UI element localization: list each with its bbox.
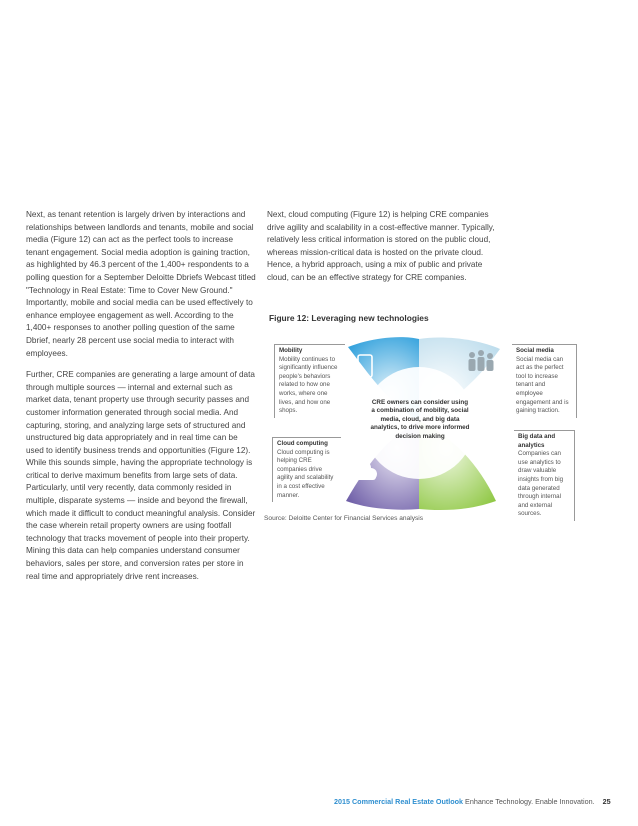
big-data-box (514, 430, 575, 521)
big-data-title: Big data and analytics (518, 433, 556, 449)
social-media-title: Social media (516, 347, 554, 354)
technology-figure (268, 333, 570, 518)
mobility-title: Mobility (279, 347, 303, 354)
cloud-computing-title: Cloud computing (277, 440, 328, 447)
cloud-computing-box (272, 437, 341, 502)
figure-title: Figure 12: Leveraging new technologies (269, 313, 429, 323)
mobility-box (274, 344, 345, 418)
people-icon (469, 350, 494, 371)
social-media-box (512, 344, 577, 418)
footer-subtitle: Enhance Technology. Enable Innovation. (465, 797, 595, 806)
left-paragraph-2: Further, CRE companies are generating a large amount of data through multiple sources — internal and external such as market data, tenant property use through security passes and customer information generated through social media. And capturing, storing, and analyzing large sets of structured and unstructured big data appropriately and in real time can be used to identify business trends and opportunities (Figure 12). While this sounds simple, having the appropriate technology is critical to derive maximum benefits from large sets of data. Particularly, until very recently, data commonly resided in multiple, disparate systems — inside and beyond the firewall, which made it difficult to conduct meaningful analysis. Consider the case wherein retail property owners are using footfall technology that tracks movement of people into their property. Mining this data can help companies understand consumer behaviors, sales per store, and conversion rates per store in real time and appropriately drive rent increases. (26, 370, 256, 581)
right-text-column (267, 209, 499, 294)
left-paragraph-1: Next, as tenant retention is largely driven by interactions and relationships between landlords and tenants, mobile and social media (Figure 12) can act as the perfect tools to increase tenant engagement. Social media adoption is gaining traction, as highlighted by 46.3 percent of the 1,400+ respondents to a polling question for a September Deloitte Dbriefs Webcast titled "Technology in Real Estate: Time to Cover New Ground." Importantly, mobile and social media can be used effectively to enhance employee engagement as well. According to the 1,400+ responses to another polling question of the same Dbrief, nearly 28 percent use social media to interact with employees. (26, 210, 256, 358)
page-number: 25 (602, 797, 611, 806)
mobility-text: Mobility continues to significantly influence people's behaviors related to how one works, where one lives, and how one shops. (279, 355, 338, 415)
cloud-computing-text: Cloud computing is helping CRE companies drive agility and scalability in a cost effective manner. (277, 448, 334, 499)
footer-title: 2015 Commercial Real Estate Outlook (334, 797, 464, 806)
page-footer (334, 797, 611, 806)
center-text: CRE owners can consider using a combination of mobility, social media, cloud, and big data analytics, to drive more informed decision making (370, 399, 470, 440)
left-text-column (26, 209, 256, 592)
big-data-text: Companies can use analytics to draw valuable insights from big data generated through internal and external sources. (518, 450, 564, 518)
social-media-text: Social media can act as the perfect tool to increase tenant and employee engagement and is gaining traction. (516, 355, 569, 415)
right-paragraph-1: Next, cloud computing (Figure 12) is helping CRE companies drive agility and scalability in a cost-effective manner. Typically, relatively less critical information is stored on the public cloud, whereas mission-critical data is hosted on the private cloud. Hence, a hybrid approach, using a mix of public and private cloud, can be an effective strategy for CRE companies. (267, 210, 495, 282)
magnifier-icon (483, 457, 502, 477)
figure-source: Source: Deloitte Center for Financial Services analysis (264, 515, 424, 522)
